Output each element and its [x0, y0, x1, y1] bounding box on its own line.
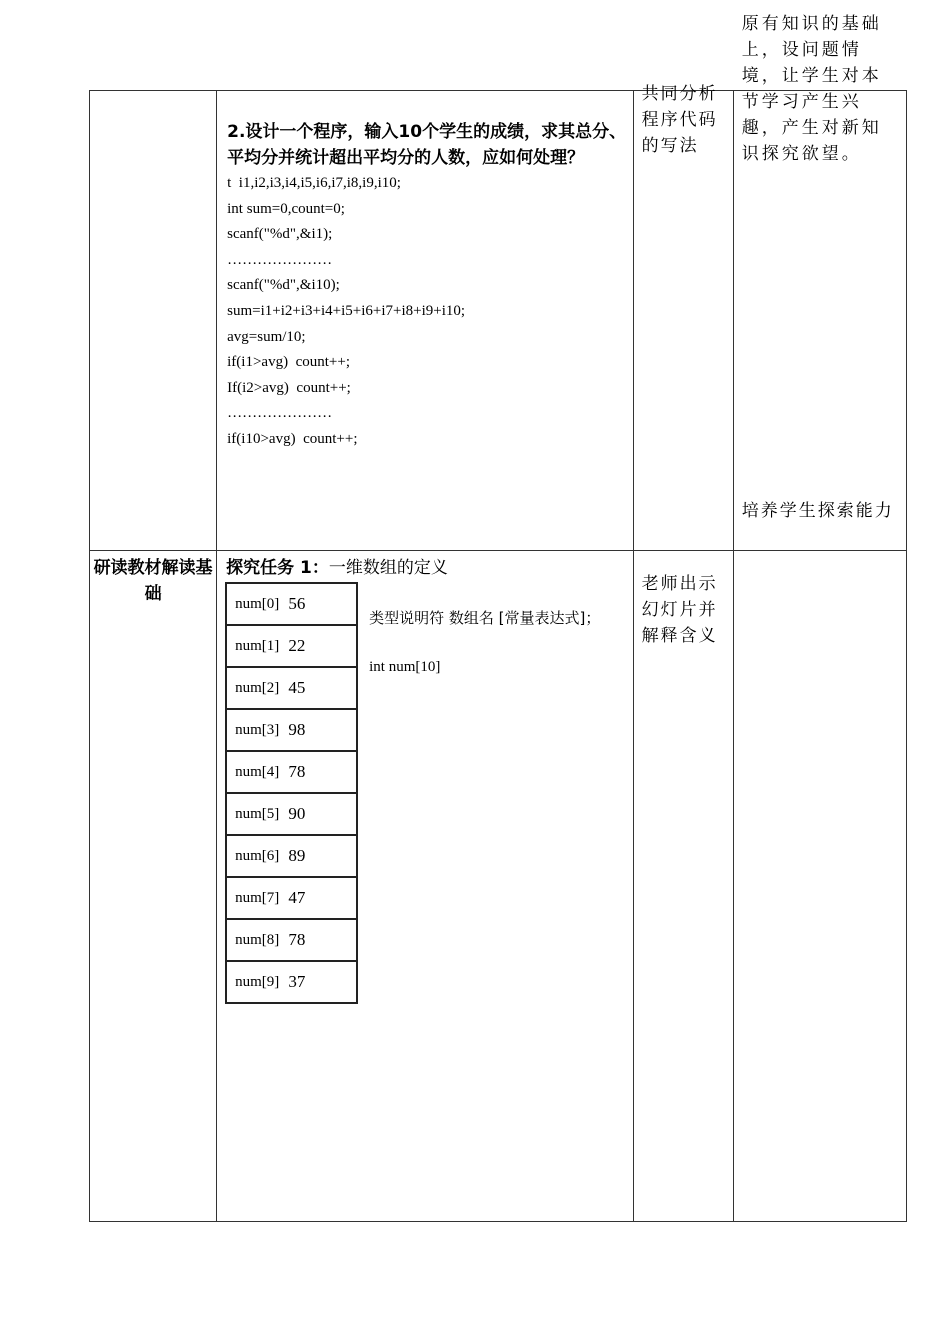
- array-slot-value: 78: [288, 930, 306, 949]
- array-slot-name: num[9]: [235, 973, 280, 990]
- array-slot-name: num[3]: [235, 721, 280, 738]
- array-slot-name: num[7]: [235, 889, 280, 906]
- array-slot-name: num[2]: [235, 679, 280, 696]
- array-slot: [227, 626, 356, 668]
- content-cell: [217, 551, 634, 1222]
- array-slot: [227, 836, 356, 878]
- array-slot-name: num[0]: [235, 595, 280, 612]
- array-slot-value: 98: [288, 720, 306, 739]
- code-line: int sum=0,count=0;: [227, 200, 345, 217]
- array-slot-name: num[1]: [235, 637, 280, 654]
- stage-cell: [90, 551, 217, 1222]
- stage-label: 研读教材解读基础: [93, 558, 213, 604]
- array-slot: [227, 878, 356, 920]
- array-slot-value: 89: [288, 846, 306, 865]
- stage-cell-empty: [90, 91, 217, 551]
- design-intent-cell: [733, 501, 906, 1222]
- array-slot-value: 22: [288, 636, 306, 655]
- code-line: If(i2>avg) count++;: [227, 379, 351, 396]
- teacher-activity-cell: [633, 84, 733, 551]
- array-slot-value: 90: [288, 804, 306, 823]
- array-slot-value: 56: [288, 594, 306, 613]
- code-line: …………………: [227, 405, 333, 422]
- code-line: avg=sum/10;: [227, 328, 306, 345]
- design-intent-text: 培养学生探索能力: [741, 501, 894, 521]
- array-slot-value: 78: [288, 762, 306, 781]
- content-cell: [217, 91, 634, 551]
- array-syntax: 类型说明符 数组名 [常量表达式]；: [369, 609, 601, 627]
- question-text: 2.设计一个程序，输入10个学生的成绩，求其总分、平均分并统计超出平均分的人数，应如何处理？: [227, 122, 627, 168]
- array-slot-name: num[5]: [235, 805, 280, 822]
- array-declaration: int num[10]: [369, 659, 441, 675]
- array-slot-value: 45: [288, 678, 306, 697]
- design-intent-text: 原有知识的基础上，设问题情境，让学生对本节学习产生兴趣，产生对新知识探究欲望。: [741, 14, 882, 164]
- code-line: if(i1>avg) count++;: [227, 354, 350, 371]
- array-slot-name: num[6]: [235, 847, 280, 864]
- array-slot: [227, 710, 356, 752]
- array-slot: [227, 962, 356, 1004]
- array-slot: [227, 584, 356, 626]
- array-slot-name: num[8]: [235, 931, 280, 948]
- design-intent-cell: [733, 14, 906, 551]
- code-line: scanf("%d",&i10);: [227, 277, 340, 294]
- code-line: scanf("%d",&i1);: [227, 226, 333, 243]
- code-line: t i1,i2,i3,i4,i5,i6,i7,i8,i9,i10;: [227, 175, 401, 191]
- lesson-plan-table: [89, 14, 907, 1222]
- teacher-activity-text: 共同分析程序代码的写法: [641, 84, 718, 156]
- array-slot-value: 47: [288, 888, 306, 907]
- table-row: [90, 551, 907, 1222]
- teacher-activity-text: 老师出示幻灯片并解释含义: [641, 574, 718, 646]
- code-line: sum=i1+i2+i3+i4+i5+i6+i7+i8+i9+i10;: [227, 302, 466, 319]
- array-slot: [227, 794, 356, 836]
- array-slot: [227, 752, 356, 794]
- table-row: [90, 91, 907, 551]
- array-diagram: [225, 582, 358, 1004]
- array-slot: [227, 920, 356, 962]
- task-heading: [226, 553, 448, 578]
- task-label: 探究任务 1：: [226, 558, 329, 578]
- code-line: if(i10>avg) count++;: [227, 430, 358, 447]
- code-block: [217, 171, 633, 453]
- array-slot: [227, 668, 356, 710]
- task-title: 一维数组的定义: [328, 558, 448, 578]
- array-slot-value: 37: [288, 972, 306, 991]
- code-line: …………………: [227, 251, 333, 268]
- teacher-activity-cell: [633, 551, 733, 1222]
- array-slot-name: num[4]: [235, 763, 280, 780]
